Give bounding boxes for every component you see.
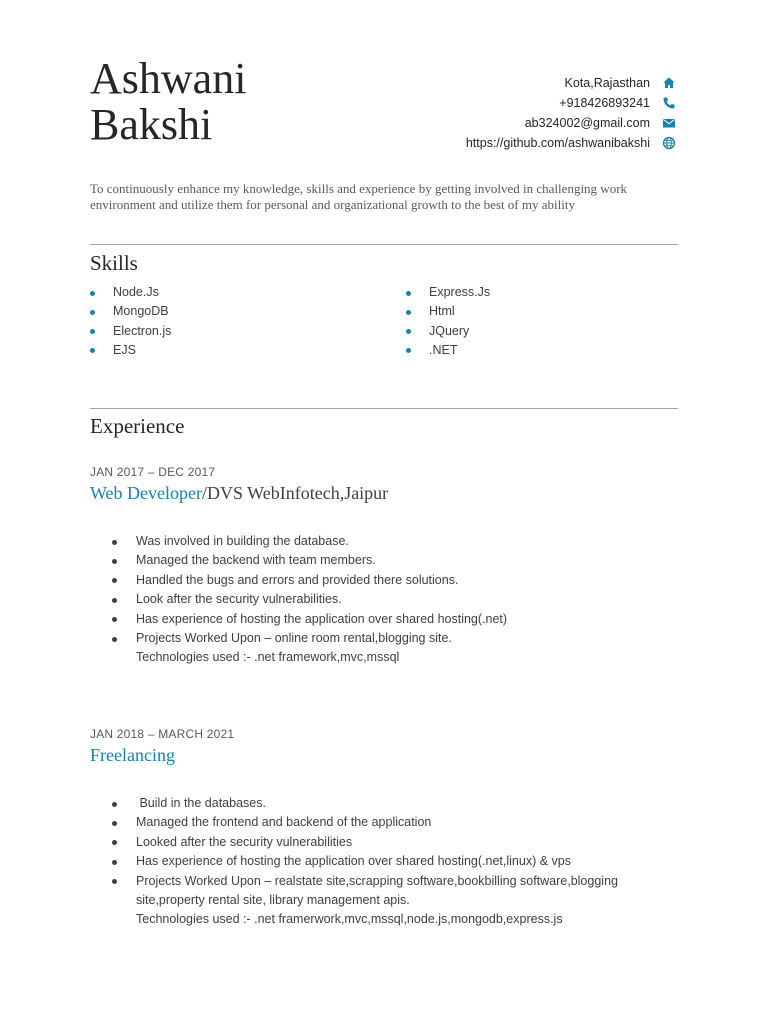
list-item: Managed the backend with team members. xyxy=(112,551,682,570)
objective-statement: To continuously enhance my knowledge, skills and experience by getting involved in challenging work environment and utilize them for personal and organizational growth to the best of my ability xyxy=(90,181,628,212)
contact-phone xyxy=(356,93,676,113)
skill-item: EJS xyxy=(90,341,171,360)
skill-item: Html xyxy=(406,302,490,321)
phone-icon xyxy=(662,96,676,110)
experience-divider xyxy=(90,408,678,409)
job-role xyxy=(90,483,388,504)
job-company: /DVS WebInfotech,Jaipur xyxy=(202,483,389,503)
skill-item: MongoDB xyxy=(90,302,171,321)
list-item: Handled the bugs and errors and provided there solutions. xyxy=(112,571,682,590)
candidate-name xyxy=(90,56,246,148)
skill-item: JQuery xyxy=(406,322,490,341)
list-item xyxy=(112,872,682,930)
contact-block xyxy=(356,73,676,153)
skills-divider xyxy=(90,244,678,245)
contact-email xyxy=(356,113,676,133)
list-item: Build in the databases. xyxy=(112,794,682,813)
email-icon xyxy=(662,116,676,130)
first-name: Ashwani xyxy=(90,54,247,103)
job-role xyxy=(90,745,175,766)
skills-list-right xyxy=(406,283,490,360)
email-text[interactable]: ab324002@gmail.com xyxy=(524,116,650,130)
job-date: JAN 2018 – MARCH 2021 xyxy=(90,727,235,741)
experience-heading: Experience xyxy=(90,414,185,438)
projects-text: Projects Worked Upon – online room rental,blogging site. xyxy=(136,631,452,646)
list-item: Was involved in building the database. xyxy=(112,532,682,551)
list-item: Looked after the security vulnerabilities xyxy=(112,833,682,852)
phone-text: +918426893241 xyxy=(559,96,650,110)
skill-item: Electron.js xyxy=(90,322,171,341)
contact-website xyxy=(356,133,676,153)
home-icon xyxy=(662,76,676,90)
job-date: JAN 2017 – DEC 2017 xyxy=(90,465,216,479)
list-item: Has experience of hosting the application over shared hosting(.net) xyxy=(112,610,682,629)
job-responsibilities xyxy=(112,794,682,930)
contact-location xyxy=(356,73,676,93)
skills-heading: Skills xyxy=(90,251,138,275)
list-item: Managed the frontend and backend of the application xyxy=(112,813,682,832)
skill-item: Node.Js xyxy=(90,283,171,302)
list-item: Has experience of hosting the application over shared hosting(.net,linux) & vps xyxy=(112,852,682,871)
skill-item: .NET xyxy=(406,341,490,360)
job-responsibilities xyxy=(112,532,682,668)
technologies-text: Technologies used :- .net framerwork,mvc,mssql,node.js,mongodb,express.js xyxy=(136,912,563,927)
location-text: Kota,Rajasthan xyxy=(564,76,650,90)
job-title: Freelancing xyxy=(90,745,175,765)
list-item: Look after the security vulnerabilities. xyxy=(112,590,682,609)
last-name: Bakshi xyxy=(90,100,213,149)
projects-text: Projects Worked Upon – realstate site,scrapping software,bookbilling software,blogging site,property rental site, library management apis. xyxy=(136,873,618,908)
skill-item: Express.Js xyxy=(406,283,490,302)
skills-list-left xyxy=(90,283,171,360)
list-item xyxy=(112,629,682,668)
globe-icon xyxy=(662,136,676,150)
job-title: Web Developer xyxy=(90,483,202,503)
website-text[interactable]: https://github.com/ashwanibakshi xyxy=(465,136,650,150)
technologies-text: Technologies used :- .net framework,mvc,mssql xyxy=(136,650,400,665)
